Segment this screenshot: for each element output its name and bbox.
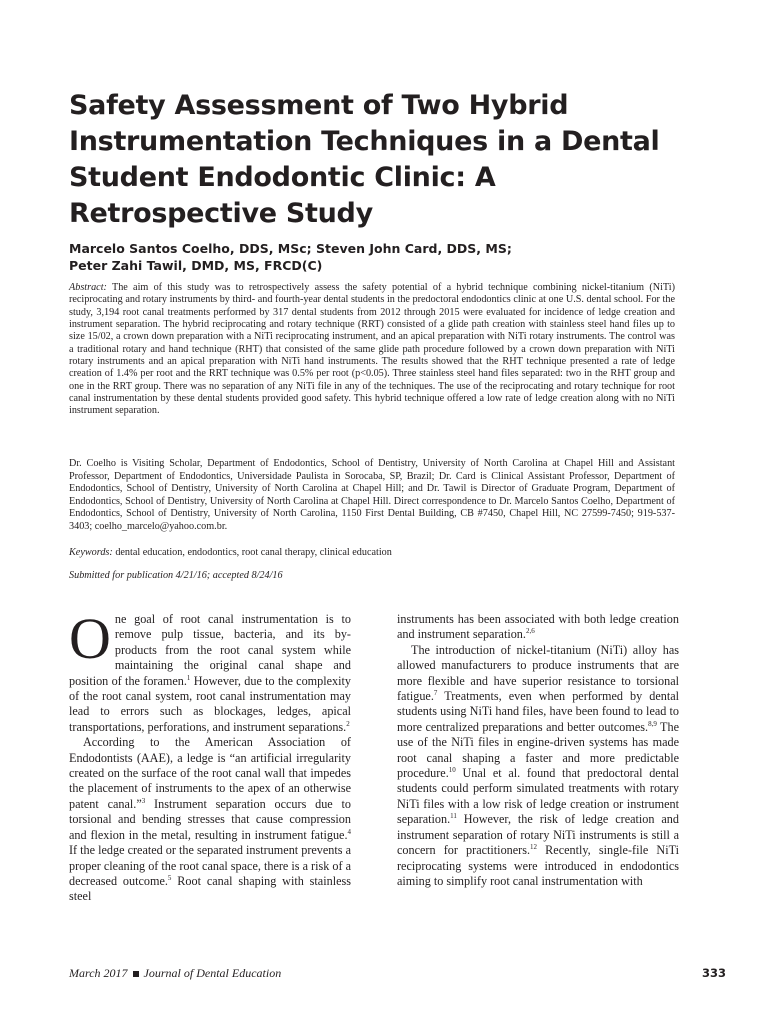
body-paragraph: The introduction of nickel-titanium (NiTi) alloy has allowed manufacturers to produce instruments that are more flexible and have superior resistance to torsional fatigue.$^7$ Treatments, even when performed by dental students using NiTi hand files, have been found to lead to more centralized preparations and better outcomes.$^{8,9}$ The use of the NiTi files in engine-driven systems has made root canal shaping a faster and more predictable procedure.$^{10}$ Unal et al. found that predoctoral dental students could perform simulated treatments with rotary NiTi files with a low risk of ledge creation or instrument separation.$^{11}$ However, the risk of ledge creation and instrument separation of rotary NiTi instruments is still a concern for practitioners.$^{12}$ Recently, single-file NiTi reciprocating systems were introduced in endodontics aiming to simplify root canal instrumentation with [397,642,680,888]
citation: 1 [186,673,191,682]
page-number: 333 [701,966,726,980]
submission-dates: Submitted for publication 4/21/16; accepted 8/24/16 [69,570,283,581]
abstract-label: Abstract: [69,282,107,293]
body-column-left [69,606,351,905]
author-list [69,240,709,274]
footer-source [69,966,281,981]
keywords [69,546,675,559]
citation: 3 [141,796,146,805]
citation: 4 [347,827,351,836]
citation: 2,6 [525,627,535,636]
square-separator-icon [133,971,139,977]
journal-name: Journal of Dental Education [143,966,282,980]
keywords-text: dental education, endodontics, root canal therapy, clinical education [115,547,392,558]
keywords-label: Keywords: [69,547,113,558]
citation: 7 [433,688,438,697]
page-footer [69,966,726,982]
author-affiliations: Dr. Coelho is Visiting Scholar, Department of Endodontics, School of Dentistry, University of North Carolina at Chapel Hill and Assistant Professor, Department of Endodontics, Universidade Paulista in Sorocaba, SP, Brazil; Dr. Card is Clinical Assistant Professor, Department of Endodontics, School of Dentistry, University of North Carolina at Chapel Hill; and Dr. Tawil is Director of Graduate Program, Department of Endodontics, School of Dentistry, University of North Carolina at Chapel Hill. Direct correspondence to Dr. Marcelo Santos Coelho, Department of Endodontics, School of Dentistry, University of North Carolina, 1150 First Dental Building, CB #7450, Chapel Hill, NC 27599-7450; 919-537-3403; coelho_marcelo@yahoo.com.br. [69,458,675,532]
citation: 2 [346,719,350,728]
citation: 12 [530,843,538,852]
article-title: Safety Assessment of Two Hybrid Instrumentation Techniques in a Dental Student Endodontic Clinic: A Retrospective Study [69,90,660,229]
body-paragraph: According to the American Association of Endodontists (AAE), a ledge is “an artificial irregularity created on the surface of the root canal wall that impedes the placement of instruments to the apex of an otherwise patent canal.”$^3$ Instrument separation occurs due to torsional and bending stresses that cause compression and flexion in the metal, resulting in instrument fatigue.$^4$ If the ledge created or the separated instrument prevents a proper cleaning of the root canal space, there is a risk of a decreased outcome.$^5$ Root canal shaping with stainless steel [69,735,351,904]
author-line-2: Peter Zahi Tawil, DMD, MS, FRCD(C) [69,258,323,273]
body-paragraph: instruments has been associated with both ledge creation and instrument separation.$^{2,6}$ [397,612,679,642]
abstract-text: The aim of this study was to retrospectively assess the safety potential of a hybrid technique combining nickel-titanium (NiTi) reciprocating and rotary instruments by third- and fourth-year dental students in the predoctoral endodontics clinic at one U.S. dental school. For the study, 3,194 root canal treatments performed by 317 dental students from 2012 through 2015 were evaluated for incidence of ledge creation and instrument separation. The hybrid reciprocating and rotary technique (RRT) consisted of a glide path creation with stainless steel hand files up to size 15/02, a crown down preparation with a NiTi reciprocating instrument, and an apical preparation with NiTi rotary instruments. The control was a traditional rotary and hand technique (RHT) that consisted of the same glide path procedure followed by a crown down preparation with NiTi rotary instruments and an apical preparation with NiTi hand instruments. The results showed that the RHT technique presented a rate of ledge creation of 1.4% per root and the RRT technique was 0.5% per root (p<0.05). Three stainless steel hand files separated: two in the RHT group and one in the RRT group. There was no separation of any NiTi file in any of the techniques. The use of the reciprocating and rotary technique for root canal instrumentation by these dental students provided good safety. This hybrid technique offered a low rate of ledge creation along with no NiTi instrument separation. [69,282,675,417]
body-column-right [397,612,679,889]
citation: 11 [450,812,457,821]
citation: 5 [167,873,172,882]
citation: 10 [448,766,456,774]
drop-cap: O [69,606,111,671]
body-paragraph: One goal of root canal instrumentation is to remove pulp tissue, bacteria, and its by-products from the root canal system while maintaining the original canal shape and position of the foramen.$^1$ However, due to the complexity of the root canal system, root canal instrumentation may lead to errors such as blockages, ledges, apical transportations, perforations, and instrument separations.$^2$ [69,606,351,734]
issue-date: March 2017 [69,966,128,980]
abstract [69,282,675,418]
author-line-1: Marcelo Santos Coelho, DDS, MSc; Steven John Card, DDS, MS; [69,241,512,256]
citation: 8,9 [648,719,657,728]
